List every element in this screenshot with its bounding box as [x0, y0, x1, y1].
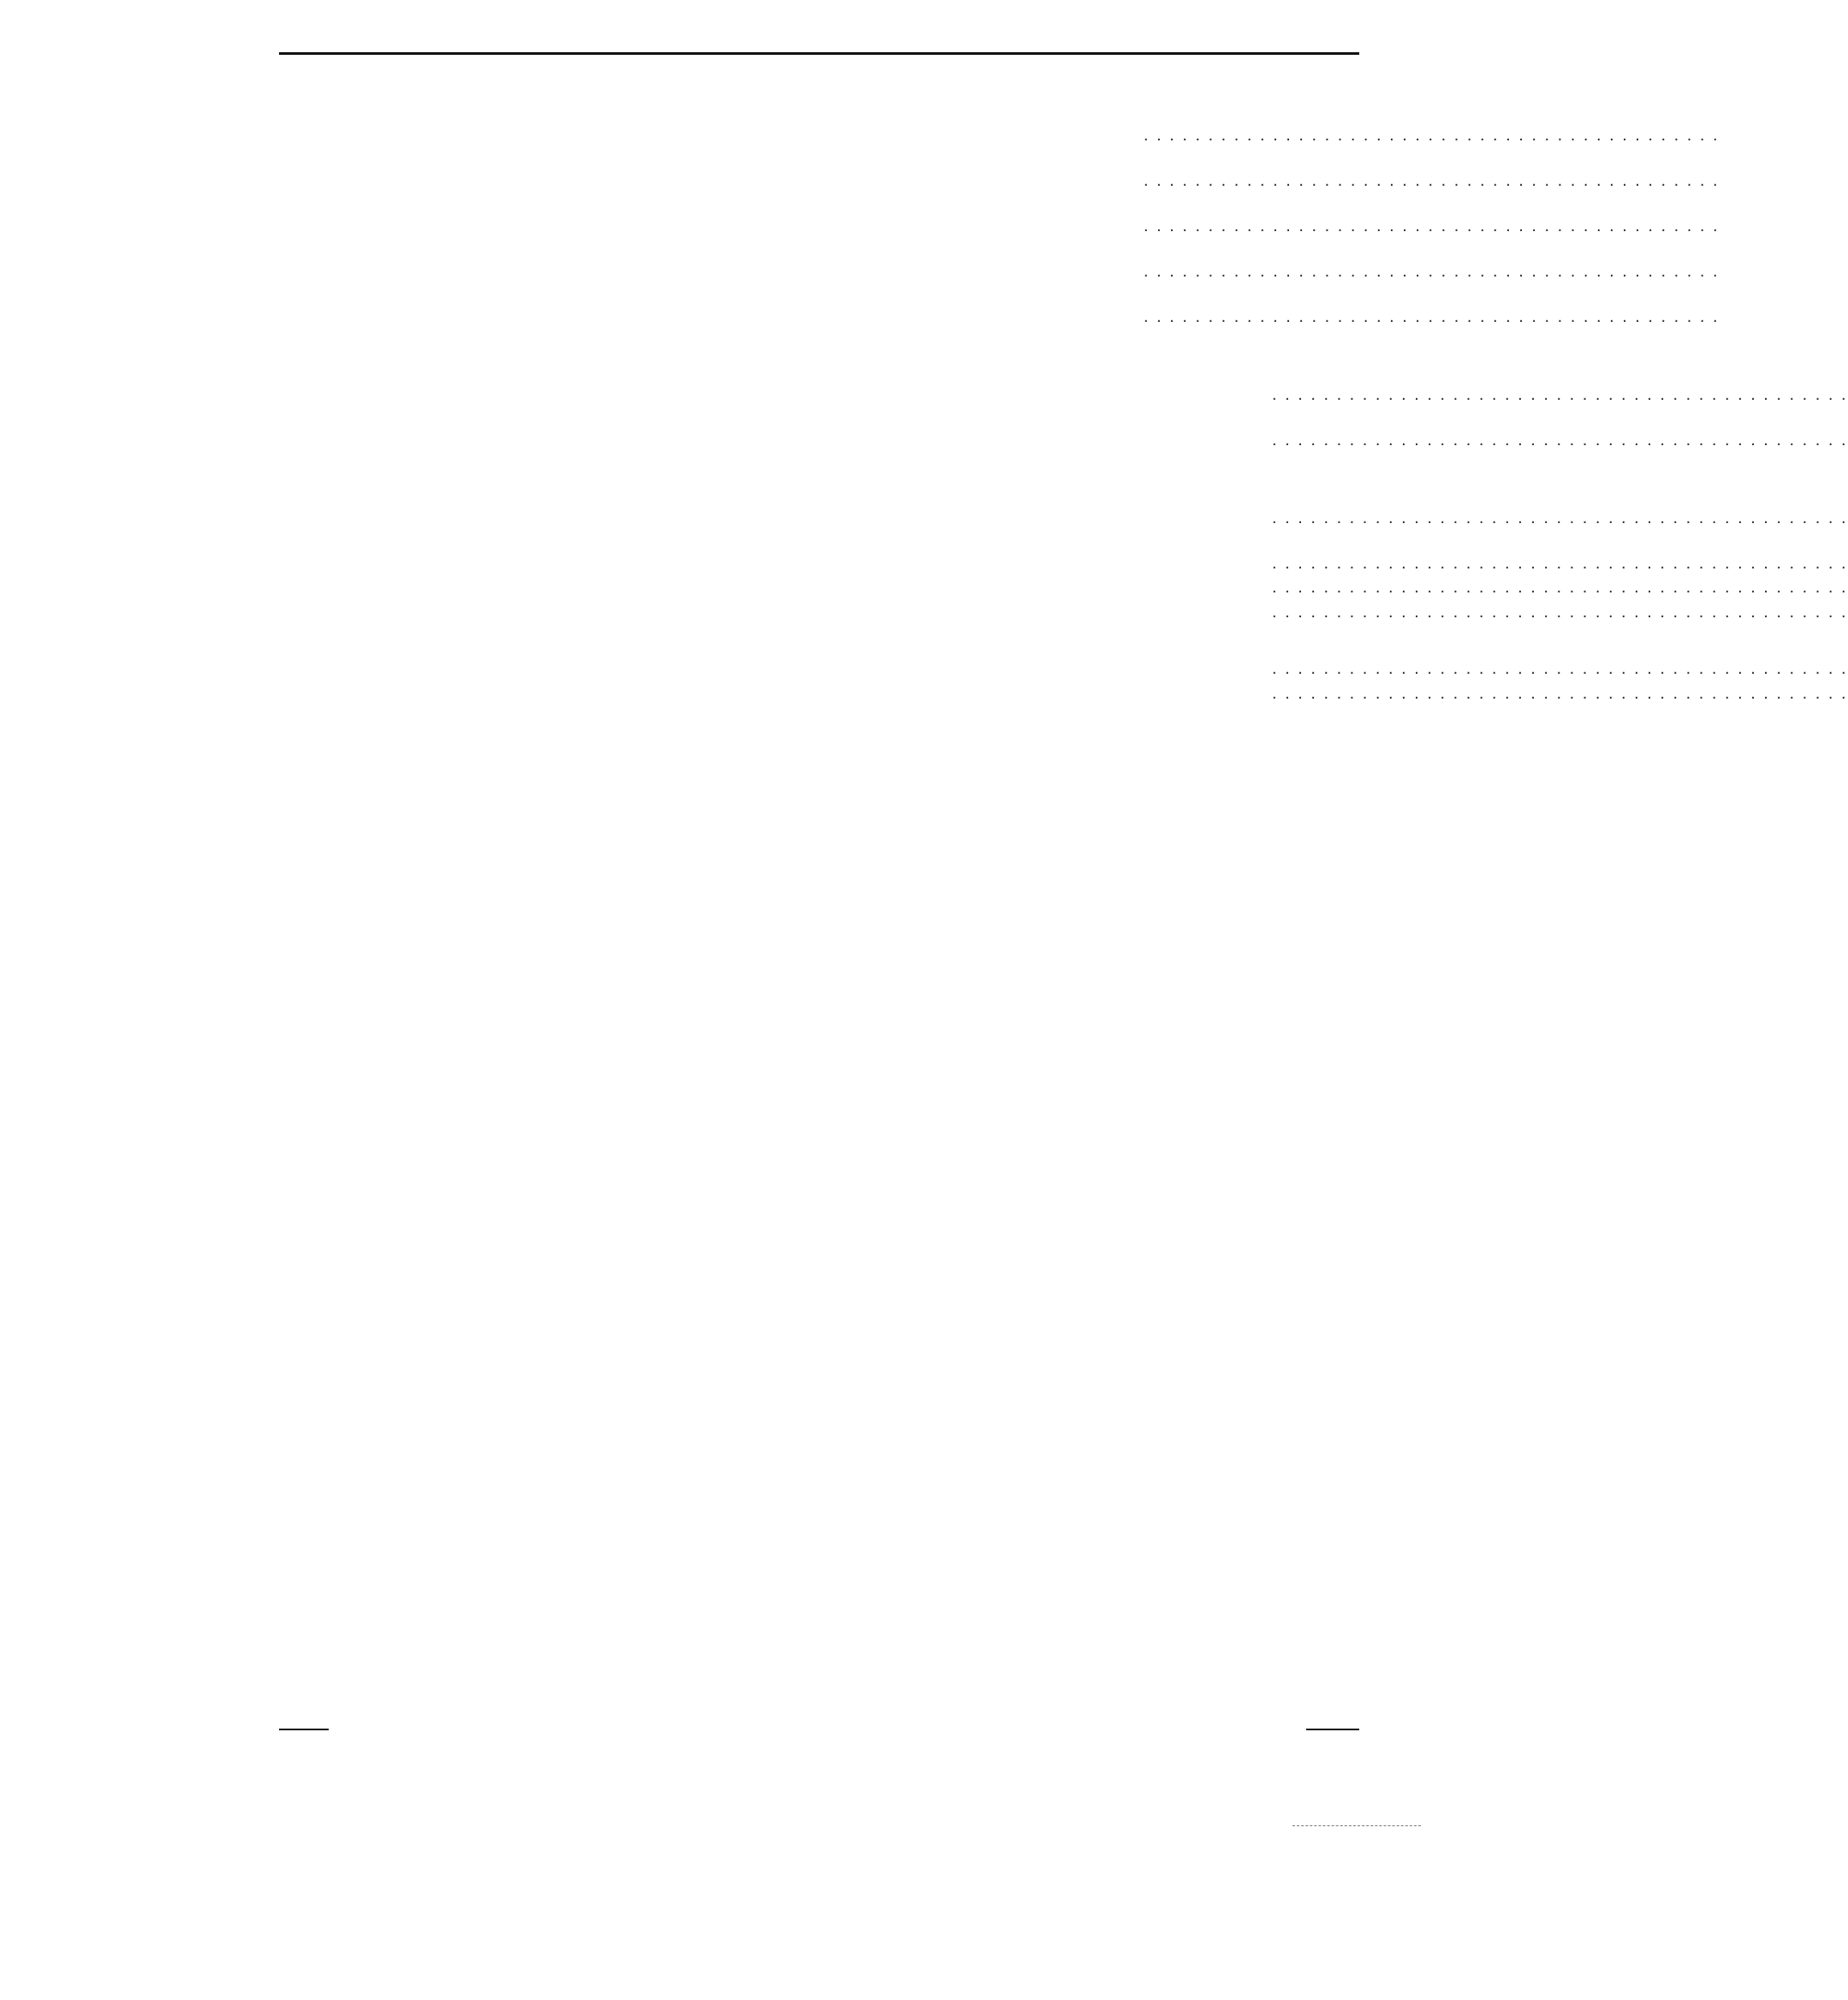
- page-title: [279, 24, 1359, 55]
- part-entry: [279, 363, 1848, 405]
- section-heading: [279, 707, 1359, 740]
- entry-line: [279, 408, 1359, 430]
- part-entry: [279, 658, 1848, 680]
- entry-line: [279, 508, 1848, 529]
- catalog-content: [279, 71, 1848, 740]
- leader-dots: . . . . . . . . . . . . . . . . . . . . . . . . . . . . . . . . . . . . . . . . . . . . .: [1272, 683, 1848, 703]
- leader-dots: . . . . . . . . . . . . . . . . . . . . . . . . . . . . . . . . . . . . . . . . . . . . .: [1272, 553, 1848, 573]
- section-heading: [279, 454, 1359, 486]
- leader-dots: . . . . . . . . . . . . . . . . . . . . . . . . . . . . . . . . . . . . . . . . . . . . .: [1272, 602, 1848, 622]
- leader-dots: . . . . . . . . . . . . . . . . . . . . . . . . . . . . . . . . . . . . . . . . . . . . .: [1272, 659, 1848, 678]
- scan-artifact-line: [1292, 1825, 1421, 1826]
- part-entry: [279, 532, 1848, 574]
- entry-line: [279, 170, 1720, 192]
- leader-dots: . . . . . . . . . . . . . . . . . . . . . . . . . . . . . . . . . . . . . . . . . . . . .: [1272, 384, 1848, 404]
- leader-dots: . . . . . . . . . . . . . . . . . . . . . . . . . . . . . . . . . . . . . . . . . . . . .: [1144, 307, 1720, 326]
- entry-line: [279, 261, 1720, 283]
- entry-line: [279, 216, 1720, 237]
- footer-rule-left: [279, 1729, 329, 1730]
- part-entry: [279, 240, 1720, 282]
- section-heading: [279, 71, 1359, 104]
- entry-line: [279, 384, 1848, 406]
- entry-line: [279, 553, 1848, 574]
- entry-line: [279, 104, 1359, 125]
- entry-line: [279, 240, 1359, 261]
- entry-line: [279, 285, 1359, 307]
- catalog-page: [279, 0, 1848, 2000]
- part-entry: [279, 149, 1720, 191]
- leader-dots: . . . . . . . . . . . . . . . . . . . . . . . . . . . . . . . . . . . . . . . . . . . . .: [1272, 430, 1848, 449]
- leader-dots: . . . . . . . . . . . . . . . . . . . . . . . . . . . . . . . . . . . . . . . . . . . . .: [1144, 125, 1720, 145]
- section-heading: [279, 626, 1359, 658]
- part-entry: [279, 602, 1848, 623]
- entry-line: [279, 577, 1848, 598]
- entry-line: [279, 430, 1848, 451]
- part-entry: [279, 577, 1848, 598]
- header-rule: [279, 52, 1359, 55]
- entry-line: [279, 149, 1359, 170]
- entry-line: [279, 602, 1848, 623]
- leader-dots: . . . . . . . . . . . . . . . . . . . . . . . . . . . . . . . . . . . . . . . . . . . . .: [1272, 508, 1848, 527]
- entry-line: [279, 363, 1359, 384]
- entry-line: [279, 658, 1848, 680]
- entry-line: [279, 683, 1848, 705]
- part-entry: [279, 194, 1720, 236]
- section-heading: [279, 330, 1359, 363]
- part-entry: [279, 408, 1848, 450]
- part-entry: [279, 104, 1720, 146]
- entry-line: [279, 125, 1720, 146]
- part-entry: [279, 285, 1720, 327]
- leader-dots: . . . . . . . . . . . . . . . . . . . . . . . . . . . . . . . . . . . . . . . . . . . . .: [1144, 170, 1720, 190]
- part-entry: [279, 486, 1848, 528]
- entry-line: [279, 532, 1359, 553]
- leader-dots: . . . . . . . . . . . . . . . . . . . . . . . . . . . . . . . . . . . . . . . . . . . . .: [1272, 578, 1848, 597]
- leader-dots: . . . . . . . . . . . . . . . . . . . . . . . . . . . . . . . . . . . . . . . . . . . . .: [1144, 216, 1720, 235]
- footer-rule-right: [1306, 1729, 1359, 1730]
- entry-line: [279, 486, 1359, 508]
- part-entry: [279, 683, 1848, 705]
- leader-dots: . . . . . . . . . . . . . . . . . . . . . . . . . . . . . . . . . . . . . . . . . . . . .: [1144, 261, 1720, 281]
- entry-line: [279, 307, 1720, 328]
- entry-line: [279, 194, 1359, 216]
